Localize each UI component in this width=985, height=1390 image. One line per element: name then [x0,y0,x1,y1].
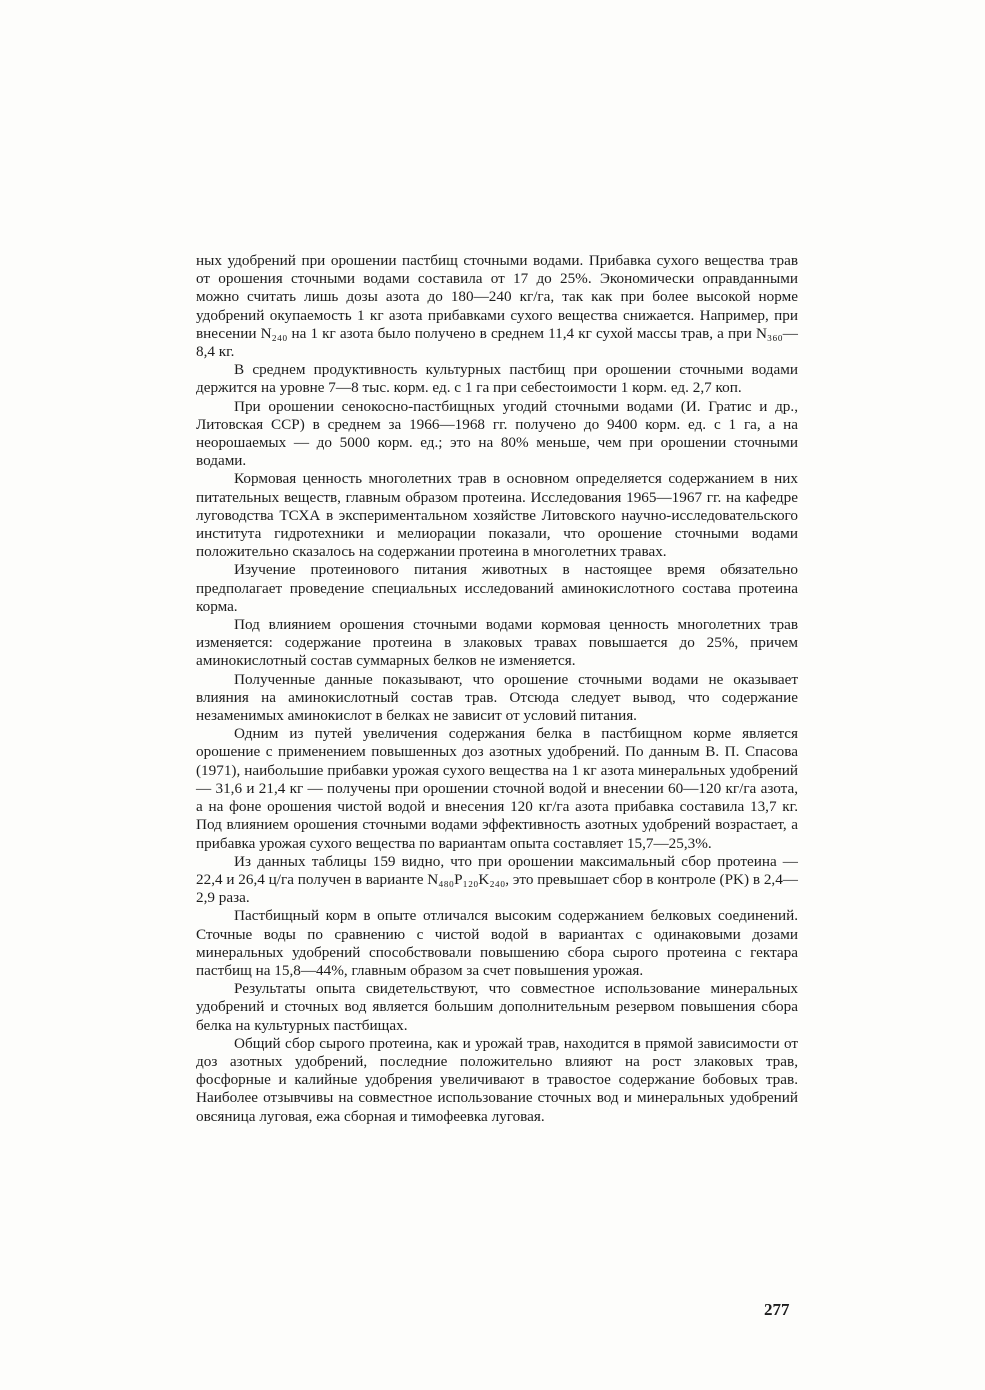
body-text [196,252,798,1126]
paragraph-3: При орошении сенокосно-пастбищных угодий сточными водами (И. Гратис и др., Литовская ССР) в среднем за 1966—1968 гг. получено до 9400 корм. ед. с 1 га, а на неорошаемых — до 5000 корм. ед.; это на 80% меньше, чем при орошении сточными водами. [196,397,798,470]
page-number: 277 [764,1300,790,1319]
paragraph-11: Результаты опыта свидетельствуют, что совместное использование минеральных удобрений и сточных вод является большим дополнительным резервом повышения сбора белка на культурных пастбищах. [196,980,798,1034]
paragraph-7: Полученные данные показывают, что орошение сточными водами не оказывает влияния на аминокислотный состав трав. Отсюда следует вывод, что содержание незаменимых аминокислот в белках не зависит от условий питания. [196,670,798,725]
paragraph-8: Одним из путей увеличения содержания белка в пастбищном корме является орошение с применением повышенных доз азотных удобрений. По данным В. П. Спасова (1971), наибольшие прибавки урожая сухого вещества на 1 кг азота минеральных удобрений — 31,6 и 21,4 кг — получены при орошении сточной водой и внесении 60—120 кг/га азота, а на фоне орошения чистой водой и внесения 120 кг/га азота прибавка составила 13,7 кг. Под влиянием орошения сточными водами эффективность азотных удобрений возрастает, а прибавка урожая сухого вещества по вариантам опыта составляет 15,7—25,3%. [196,725,798,852]
paragraph-2: В среднем продуктивность культурных пастбищ при орошении сточными водами держится на уровне 7—8 тыс. корм. ед. с 1 га при себестоимости 1 корм. ед. 2,7 коп. [196,361,798,397]
paragraph-6: Под влиянием орошения сточными водами кормовая ценность многолетних трав изменяется: содержание протеина в злаковых травах повышается до 25%, причем аминокислотный состав суммарных белков не изменяется. [196,616,798,670]
paragraph-5: Изучение протеинового питания животных в настоящее время обязательно предполагает проведение специальных исследований аминокислотного состава протеина корма. [196,561,798,615]
paragraph-4: Кормовая ценность многолетних трав в основном определяется содержанием в них питательных веществ, главным образом протеина. Исследования 1965—1967 гг. на кафедре луговодства ТСХА в экспериментальном хозяйстве Литовского научно-исследовательского института гидротехники и мелиорации показали, что орошение сточными водами положительно сказалось на содержании протеина в многолетних травах. [196,470,798,561]
paragraph-12: Общий сбор сырого протеина, как и урожай трав, находится в прямой зависимости от доз азотных удобрений, последние положительно влияют на рост злаковых трав, фосфорные и калийные удобрения увеличивают в травостое содержание бобовых трав. Наиболее отзывчивы на совместное использование сточных вод и минеральных удобрений овсяница луговая, ежа сборная и тимофеевка луговая. [196,1034,798,1125]
paragraph-9: Из данных таблицы 159 видно, что при орошении максимальный сбор протеина — 22,4 и 26,4 ц/га получен в варианте N₄₈₀P₁₂₀K₂₄₀, это превышает сбор в контроле (PK) в 2,4—2,9 раза. [196,852,798,907]
paragraph-10: Пастбищный корм в опыте отличался высоким содержанием белковых соединений. Сточные воды по сравнению с чистой водой в вариантах с одинаковыми дозами минеральных удобрений способствовали повышению сбора сырого протеина с гектара пастбищ на 15,8—44%, главным образом за счет повышения урожая. [196,907,798,979]
paragraph-1: ных удобрений при орошении пастбищ сточными водами. Прибавка сухого вещества трав от орошения сточными водами составила от 17 до 25%. Экономически оправданными можно считать лишь дозы азота до 180—240 кг/га, так как при более высокой норме удобрений окупаемость 1 кг азота прибавками сухого вещества снижается. Например, при внесении N₂₄₀ на 1 кг азота было получено в среднем 11,4 кг сухой массы трав, а при N₃₆₀—8,4 кг. [196,252,798,361]
